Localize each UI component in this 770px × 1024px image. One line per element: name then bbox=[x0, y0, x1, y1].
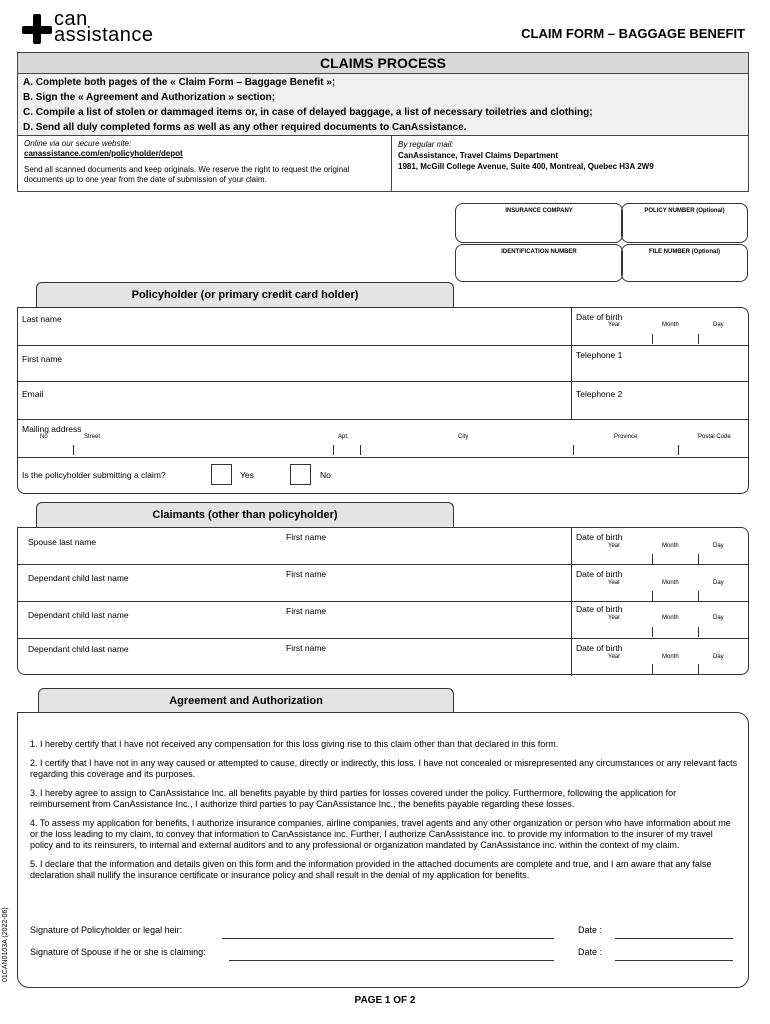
last-name-row[interactable] bbox=[18, 308, 748, 346]
mail-line-2: 1981, McGill College Avenue, Suite 400, Montreal, Quebec H3A 2W9 bbox=[398, 162, 654, 171]
claimant-last-label: Dependant child last name bbox=[28, 610, 129, 620]
sig-policyholder-line[interactable] bbox=[222, 938, 554, 939]
apt-label: Apt. bbox=[338, 434, 349, 440]
month-label: Month bbox=[662, 615, 679, 621]
no-label-option: No bbox=[320, 470, 331, 480]
claimant-dob-label: Date of birth bbox=[576, 604, 623, 614]
submitting-claim-row bbox=[18, 458, 748, 495]
postal-code-label: Postal Code bbox=[698, 434, 731, 440]
date-1-label: Date : bbox=[578, 925, 603, 935]
day-label: Day bbox=[713, 580, 724, 586]
no-label: No bbox=[40, 434, 48, 440]
claimant-row[interactable] bbox=[18, 639, 748, 676]
claimant-dob-label: Date of birth bbox=[576, 643, 623, 653]
last-name-label: Last name bbox=[22, 314, 62, 324]
mail-line-1: CanAssistance, Travel Claims Department bbox=[398, 151, 559, 160]
mail-submission bbox=[392, 136, 748, 191]
month-label: Month bbox=[662, 543, 679, 549]
online-note: Send all scanned documents and keep originals. We reserve the right to request the original documents up to one year from the date of submission of your claim. bbox=[24, 165, 350, 184]
cross-logo-icon bbox=[22, 14, 52, 44]
day-label: Day bbox=[713, 615, 724, 621]
claimant-first-label: First name bbox=[286, 606, 327, 616]
submitting-question: Is the policyholder submitting a claim? bbox=[22, 470, 166, 480]
agreement-item-5: 5. I declare that the information and details given on this form and the information provided in the attached documents are complete and true, and I am aware that any false declaration shall nullify the insurance certificate or insurance policy and shall result in the denial of my application for benefits. bbox=[30, 859, 712, 880]
claimant-row[interactable] bbox=[18, 565, 748, 602]
policyholder-tab: Policyholder (or primary credit card holder) bbox=[36, 282, 454, 308]
identification-number-field[interactable] bbox=[455, 244, 623, 282]
month-label: Month bbox=[662, 580, 679, 586]
policy-number-label: POLICY NUMBER (Optional) bbox=[644, 208, 725, 214]
yes-checkbox[interactable] bbox=[211, 464, 232, 485]
telephone2-label: Telephone 2 bbox=[576, 389, 623, 399]
claims-process-box bbox=[17, 52, 749, 192]
email-row[interactable] bbox=[18, 382, 748, 420]
province-label: Province bbox=[614, 434, 638, 440]
canassistance-logo bbox=[22, 8, 172, 46]
claimant-row[interactable] bbox=[18, 528, 748, 565]
claimant-dob-label: Date of birth bbox=[576, 569, 623, 579]
agreement-section bbox=[17, 712, 749, 988]
year-label: Year bbox=[608, 654, 621, 660]
claimant-last-label: Spouse last name bbox=[28, 537, 97, 547]
step-b: B. Sign the « Agreement and Authorization » section; bbox=[23, 92, 276, 103]
street-label: Street bbox=[84, 434, 101, 440]
day-label: Day bbox=[713, 654, 724, 660]
online-label: Online via our secure website: bbox=[24, 139, 132, 148]
telephone1-label: Telephone 1 bbox=[576, 350, 623, 360]
city-label: City bbox=[458, 434, 469, 440]
day-label: Day bbox=[713, 543, 724, 549]
date-1-line[interactable] bbox=[615, 938, 733, 939]
claimant-dob-label: Date of birth bbox=[576, 532, 623, 542]
year-label: Year bbox=[608, 543, 621, 549]
claimant-last-label: Dependant child last name bbox=[28, 573, 129, 583]
claimants-tab: Claimants (other than policyholder) bbox=[36, 502, 454, 528]
identification-number-label: IDENTIFICATION NUMBER bbox=[501, 249, 577, 255]
file-number-label: FILE NUMBER (Optional) bbox=[649, 249, 720, 255]
first-name-row[interactable] bbox=[18, 346, 748, 382]
insurance-company-label: INSURANCE COMPANY bbox=[505, 208, 573, 214]
agreement-item-2: 2. I certify that I have not in any way caused or attempted to cause, directly or indirectly, this loss. I have not concealed or misrepresented any circumstances or any relevant facts regarding this coverage and its purposes. bbox=[30, 758, 738, 779]
step-d: D. Send all duly completed forms as well as any other required documents to CanAssistance. bbox=[23, 122, 467, 133]
yes-label: Yes bbox=[240, 470, 254, 480]
month-label: Month bbox=[662, 654, 679, 660]
file-number-field[interactable] bbox=[621, 244, 748, 282]
day-label: Day bbox=[713, 322, 724, 328]
year-label: Year bbox=[608, 615, 621, 621]
agreement-item-1: 1. I hereby certify that I have not received any compensation for this loss giving rise to this claim other than that declared in this form. bbox=[30, 739, 559, 749]
step-a: A. Complete both pages of the « Claim Form – Baggage Benefit »; bbox=[23, 77, 336, 88]
insurance-company-field[interactable] bbox=[455, 203, 623, 243]
sig-spouse-label: Signature of Spouse if he or she is claiming: bbox=[30, 947, 206, 957]
agreement-item-3: 3. I hereby agree to assign to CanAssistance Inc. all benefits payable by third parties for losses covered under the policy. Furthermore, following the application for reimbursement from CanAssistance Inc., I authorize third parties to pay CanAssistance Inc., the benefits payable regarding these losses. bbox=[30, 788, 677, 809]
claimant-last-label: Dependant child last name bbox=[28, 644, 129, 654]
claimant-row[interactable] bbox=[18, 602, 748, 639]
sig-policyholder-label: Signature of Policyholder or legal heir: bbox=[30, 925, 183, 935]
year-label: Year bbox=[608, 580, 621, 586]
claims-process-title: CLAIMS PROCESS bbox=[18, 53, 748, 74]
claimant-first-label: First name bbox=[286, 569, 327, 579]
claimants-section bbox=[17, 527, 749, 675]
policy-number-field[interactable] bbox=[621, 203, 748, 243]
online-url-link[interactable]: canassistance.com/en/policyholder/depot bbox=[24, 149, 183, 158]
first-name-label: First name bbox=[22, 354, 63, 364]
mailing-address-row[interactable] bbox=[18, 420, 748, 458]
date-2-line[interactable] bbox=[615, 960, 733, 961]
online-submission bbox=[18, 136, 392, 191]
logo-word-1: can bbox=[54, 8, 88, 30]
mail-label: By regular mail: bbox=[398, 140, 454, 149]
date-2-label: Date : bbox=[578, 947, 603, 957]
logo-word-2: assistance bbox=[54, 24, 154, 46]
year-label: Year bbox=[608, 322, 621, 328]
month-label: Month bbox=[662, 322, 679, 328]
page-number: PAGE 1 OF 2 bbox=[354, 995, 416, 1006]
claimant-first-label: First name bbox=[286, 532, 327, 542]
no-checkbox[interactable] bbox=[290, 464, 311, 485]
form-title: CLAIM FORM – BAGGAGE BENEFIT bbox=[521, 26, 745, 41]
dob-label: Date of birth bbox=[576, 312, 623, 322]
agreement-tab: Agreement and Authorization bbox=[38, 688, 454, 713]
email-label: Email bbox=[22, 389, 44, 399]
form-code: 01CAN0103A (2022-06) bbox=[2, 907, 9, 982]
claims-steps bbox=[18, 74, 748, 136]
agreement-item-4: 4. To assess my application for benefits, I authorize insurance companies, airline companies, travel agents and any other organization or person who have information about me or the loss leading to my claim, to convey that information to CanAssistance inc. Further, I authorize CanAssistance inc. to provide my information to the insurer of my travel policy and to its reinsurers, to internal and external auditors and to any professional or organization mandated by CanAssistance inc. within the context of my claim. bbox=[30, 818, 731, 850]
claimant-first-label: First name bbox=[286, 643, 327, 653]
mailing-address-label: Mailing address bbox=[22, 424, 82, 434]
sig-spouse-line[interactable] bbox=[229, 960, 554, 961]
policyholder-section bbox=[17, 307, 749, 494]
step-c: C. Compile a list of stolen or dammaged items or, in case of delayed baggage, a list of necessary toiletries and clothing; bbox=[23, 107, 593, 118]
